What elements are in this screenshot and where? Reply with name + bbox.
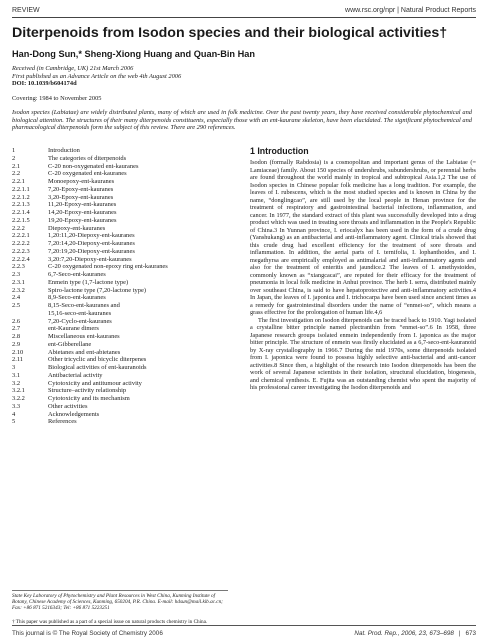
toc-entry[interactable] [12,380,228,388]
toc-title: C-20 oxygenated non-epoxy ring ent-kauranes [48,263,168,271]
toc-entry[interactable] [12,209,228,217]
journal-website[interactable]: www.rsc.org/npr | Natural Product Reports [345,6,476,14]
page-number: 673 [465,629,476,637]
toc-title: 3,20-Epoxy-ent-kauranes [48,193,114,201]
toc-number [12,310,48,318]
toc-title: Cytotoxicity and its mechanism [48,395,130,402]
toc-entry[interactable] [12,178,228,186]
toc-title: 19,20-Epoxy-ent-kauranes [48,216,117,224]
toc-number: 2.2.1.3 [12,201,30,209]
toc-title: Biological activities of ent-kauranoids [48,364,147,371]
toc-number: 1 [12,147,16,154]
toc-number: 2.1 [12,162,21,170]
toc-number: 2.2.1.4 [12,209,30,216]
toc-number: 2.11 [12,356,24,364]
toc-number: 3.2 [12,379,21,387]
running-header [12,4,476,16]
toc-entry[interactable] [12,349,228,357]
toc-entry[interactable] [12,194,228,202]
toc-title: 8,15-Seco-ent-kauranes and [48,302,120,309]
toc-title: 1,20:11,20-Diepoxy-ent-kauranes [48,232,135,240]
toc-number: 2.2.1.1 [12,185,30,193]
toc-title: C-20 non-oxygenated ent-kauranes [48,162,139,170]
toc-entry[interactable] [12,333,228,341]
toc-number: 2.2.1.5 [12,216,30,224]
toc-number: 2.8 [12,333,21,340]
toc-number: 2.6 [12,317,21,325]
toc-entry[interactable] [12,310,228,318]
toc-entry[interactable] [12,341,228,349]
author-affiliation: State Key Laboratory of Phytochemistry and Plant Resources in West China, Kunming Institute of Botany, Chinese Academy of Sciences, Kunming, 650204, P.R. China. E-mail: hdsun@mail.kib.ac.cn; Fax: +86 871 5216343; Tel: +86 871 5223251 [12,593,223,612]
toc-title: 3,20:7,20-Diepoxy-ent-kauranes [48,255,132,263]
toc-title: C-20 oxygenated ent-kauranes [48,170,127,178]
toc-title: References [48,418,77,426]
toc-number: 2.3.1 [12,278,25,286]
toc-title: 7,20-Cyclo-ent-kauranes [48,317,112,325]
toc-title: 6,7-Seco-ent-kauranes [48,271,106,278]
introduction-text [250,159,476,611]
toc-entry[interactable] [12,201,228,209]
toc-title: 14,20-Epoxy-ent-kauranes [48,209,117,216]
footer-rule [12,625,476,626]
toc-number: 2.2.2.4 [12,255,30,263]
toc-number: 5 [12,418,16,426]
toc-number: 4 [12,410,16,418]
toc-number: 2.3.2 [12,286,25,294]
toc-number: 2.2.2.3 [12,247,30,255]
footer-separator: | [458,629,461,637]
intro-paragraph: The first investigation on Isodon diterpenoids can be traced back to 1910. Yagi isolated a crystalline bitter principle named plectranthin from “enmei-so”.6 In 1958, three Japanese research groups isolated enmein independently from I. japonica as the major bitter principle. The structure of enmein was firstly elucidated as a 6,7-seco-ent-kauranoid by X-ray crystallography in 1966.7 During the mid 1970s, some diterpenoids isolated from I. japonica were found to possess highly selective anti-bacterial and anti-cancer activities.8 Since then, a highlight of the research into Isodon diterpenoids has been the work of several Japanese scientists in their isolation, structural elucidation, biogenesis, and chemical synthesis. E. Fujita was an outstanding chemist who spent the majority of his professional career investigating the Isodon diterpenoids and [250,316,476,391]
abstract: Isodon species (Labiatae) are widely distributed plants, many of which are used in folk medicine. Over the past twenty years, they have received considerable phytochemical and biological attention. The structures of their many diterpenoids constituents, especially those with an ent-kaurane skeleton, have been elucidated. The significant phytochemical and pharmacological diterpenoids form the subject of this review. There are 290 references. [12,109,472,132]
toc-number: 2.9 [12,340,21,348]
toc-entry[interactable] [12,225,228,233]
toc-entry[interactable] [12,387,228,395]
toc-entry[interactable] [12,232,228,240]
toc-entry[interactable] [12,364,228,372]
toc-entry[interactable] [12,163,228,171]
toc-title: 7,20-Epoxy-ent-kauranes [48,185,114,193]
toc-entry[interactable] [12,356,228,364]
doi[interactable]: DOI: 10.1039/b604174d [12,80,77,88]
toc-entry[interactable] [12,372,228,380]
toc-entry[interactable] [12,147,228,155]
footnote-rule [12,590,228,591]
toc-number: 2.4 [12,294,21,302]
toc-entry[interactable] [12,186,228,194]
author-list: Han-Dong Sun,* Sheng-Xiong Huang and Quan-Bin Han [12,49,255,59]
toc-title: 7,20:19,20-Diepoxy-ent-kauranes [48,247,135,255]
toc-number: 2.5 [12,302,21,309]
toc-entry[interactable] [12,271,228,279]
toc-title: Acknowledgements [48,410,100,418]
toc-entry[interactable] [12,287,228,295]
toc-title: Abietanes and ent-abietanes [48,348,121,356]
toc-title: ent-Kaurane dimers [48,325,99,333]
toc-number: 2.2.1 [12,178,25,185]
toc-entry[interactable] [12,155,228,163]
toc-number: 2.2.2.2 [12,240,30,247]
received-date: Received (in Cambridge, UK) 21st March 2006 [12,65,134,72]
toc-number: 3.2.1 [12,387,25,395]
special-issue-note: † This paper was published as a part of a special issue on natural products chemistry in China. [12,619,208,625]
toc-number: 2.2.2 [12,224,25,232]
toc-title: Other activities [48,402,88,410]
page-footer [12,628,476,638]
toc-number: 2.10 [12,348,24,356]
toc-entry[interactable] [12,395,228,403]
toc-number: 2.2.2.1 [12,232,30,240]
copyright-notice: This journal is © The Royal Society of Chemistry 2006 [12,629,163,637]
toc-title: ent-Gibberellane [48,340,92,348]
toc-number: 3.1 [12,371,21,379]
toc-title: 15,16-seco-ent-kauranes [48,309,112,317]
toc-title: Spiro-lactone type (7,20-lactone type) [48,286,146,294]
table-of-contents [12,147,228,426]
toc-number: 3.2.2 [12,395,25,402]
toc-title: Introduction [48,147,80,154]
toc-entry[interactable] [12,217,228,225]
toc-title: Diepoxy-ent-kauranes [48,224,106,232]
toc-title: Monoepoxy-ent-kauranes [48,178,115,185]
header-rule [12,17,476,18]
toc-title: 8,9-Seco-ent-kauranes [48,294,106,302]
toc-entry[interactable] [12,248,228,256]
toc-title: 11,20-Epoxy-ent-kauranes [48,201,117,209]
toc-entry[interactable] [12,318,228,326]
toc-number: 2 [12,154,16,162]
section-heading-introduction: 1 Introduction [250,146,309,156]
toc-title: Antibacterial activity [48,371,103,379]
toc-title: 7,20:14,20-Diepoxy-ent-kauranes [48,240,135,247]
article-title: Diterpenoids from Isodon species and their biological activities† [12,25,448,41]
toc-title: The categories of diterpenoids [48,154,127,162]
toc-number: 2.3 [12,271,21,278]
toc-title: Miscellaneous ent-kauranes [48,333,120,340]
intro-paragraph: Isodon (formally Rabdosia) is a cosmopolitan and important genus of the Labiatae (= Lamiaceae) family. About 150 species of undershrubs, subundershrubs, or perennial herbs are found throughout the world mainly in tropical and subtropical Asia.1,2 The use of Isodon species in Chinese popular folk medicine has a long tradition. For example, the leaves of I. rubescens, which is the most studied species and is known in China by the name, “donglingcao”, are still used by the local people in Henan province for the treatment of respiratory and gastrointestinal bacterial infections, inflammation, and cancer. In 1977, the standard extract of this plant was successfully developed into a drug product which was used in treating sore throats and inflammation in the People's Republic of China.3 In Yunnan province, I. eriocalyx has been used in the form of a crude drug (Yanshukang) as an antibacterial and anti-inflammatory agent. Clinical trials showed that this crude drug had excellent efficiency for the treatment of sore throats and inflammation. In addition, the aerial parts of I. ternifolia, I. lophanthoides, and I. megathyrsa are empirically employed as antimalarial and anti-inflammatory agents and also for the treatment of enteritis and jaundice.2 The leaves of I. amethystoides, commonly known as “xiangcacai”, are reputed for their efficacy for the treatment of pneumonia in local folk medicine in Anhui province. The herb I. serra, distributed mainly over southeast China, is said to have hepatoprotective and anti-inflammatory activities.4 In Japan, the leaves of I. japonica and I. trichocarpa have been used since ancient times as a remedy for gastrointestinal disorders under the name of “enmei-so”, which means a grass effective for the prolongation of human life.4,6 [250,159,476,316]
toc-entry[interactable] [12,418,228,426]
toc-number: 2.2.1.2 [12,193,30,201]
toc-number: 2.2.3 [12,263,25,271]
covering-period: Covering: 1984 to November 2005 [12,95,102,102]
toc-entry[interactable] [12,263,228,271]
section-label: REVIEW [12,6,40,14]
toc-entry[interactable] [12,411,228,419]
journal-citation: Nat. Prod. Rep., 2006, 23, 673–698 [354,629,454,637]
toc-entry[interactable] [12,325,228,333]
toc-entry[interactable] [12,294,228,302]
toc-entry[interactable] [12,240,228,248]
toc-title: Cytotoxicity and antitumour activity [48,379,142,387]
toc-entry[interactable] [12,302,228,310]
publication-history [12,65,181,88]
toc-number: 2.7 [12,325,21,333]
toc-entry[interactable] [12,279,228,287]
toc-entry[interactable] [12,403,228,411]
toc-title: Enmein type (1,7-lactone type) [48,278,129,286]
toc-entry[interactable] [12,256,228,264]
toc-number: 3.3 [12,402,21,410]
toc-title: Structure–activity relationship [48,387,127,395]
toc-number: 3 [12,364,16,371]
published-date: First published as an Advance Article on the web 4th August 2006 [12,72,182,80]
toc-number: 2.2 [12,170,21,178]
toc-title: Other tricyclic and bicyclic diterpenes [48,356,147,364]
toc-entry[interactable] [12,170,228,178]
